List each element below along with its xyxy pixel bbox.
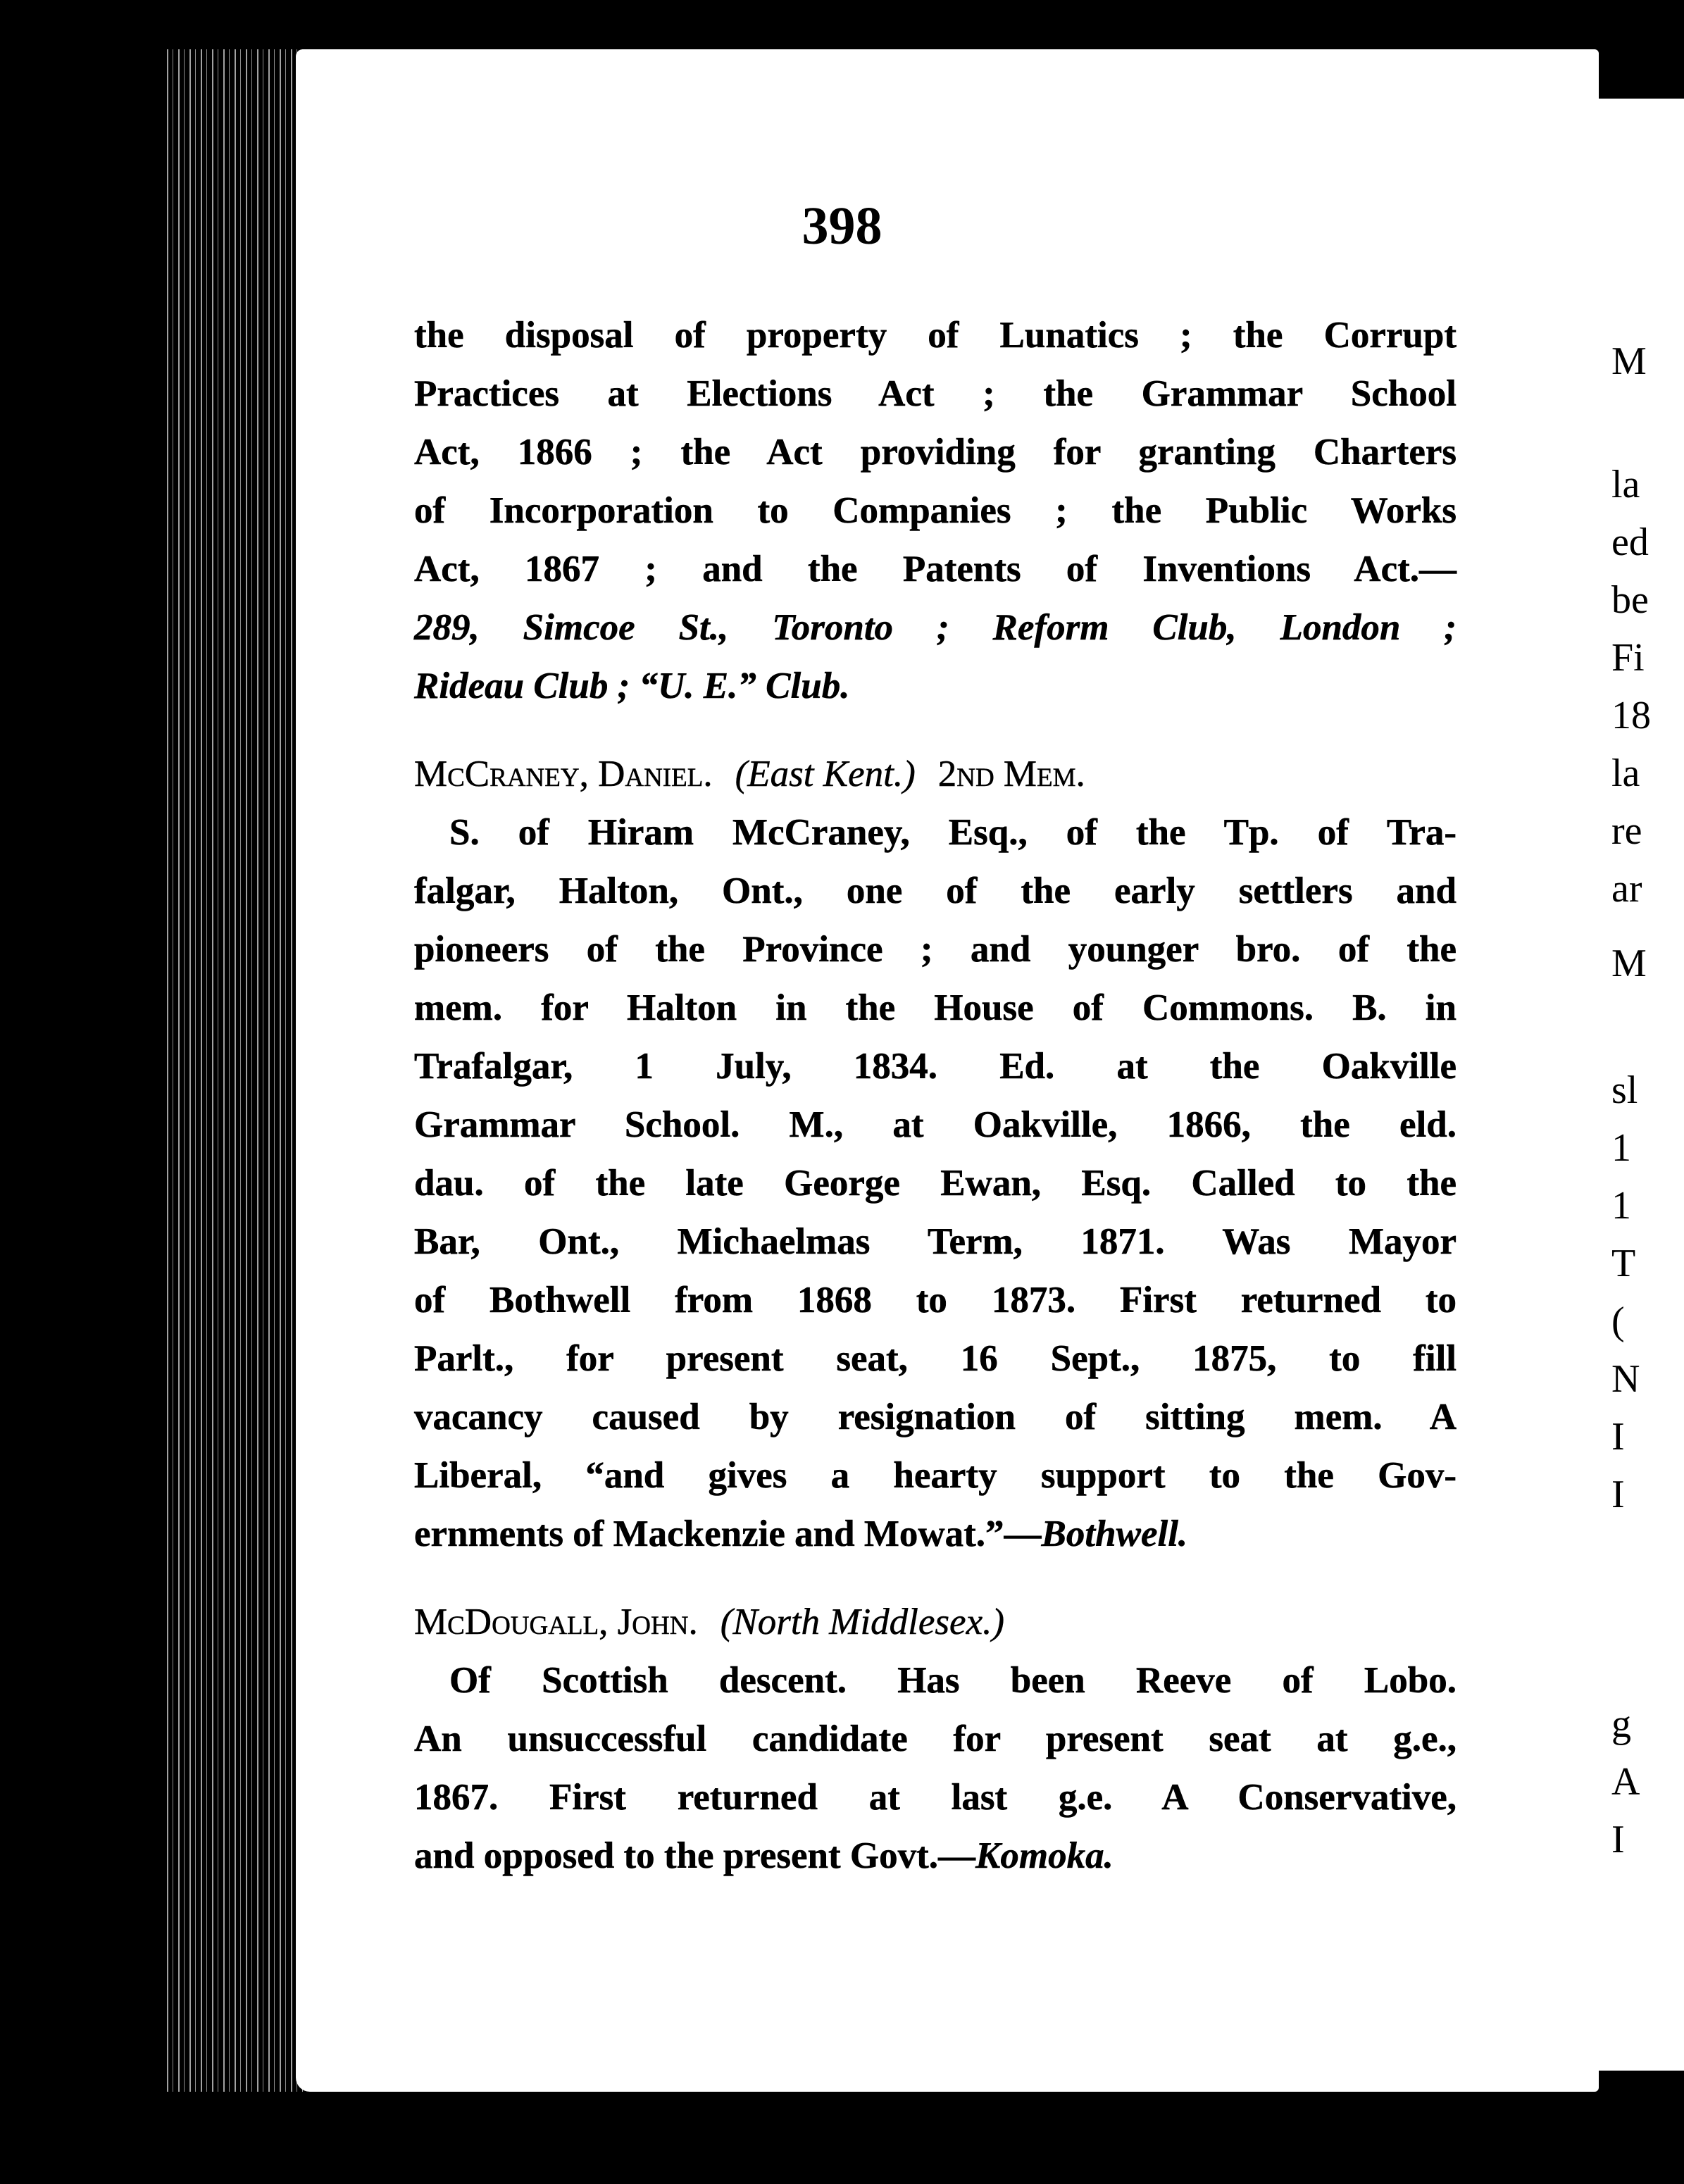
text-line: Practices at Elections Act ; the Grammar School xyxy=(414,373,1457,414)
facing-fragment: la xyxy=(1611,463,1640,506)
text-line: S. of Hiram McCraney, Esq., of the Tp. of Tra- xyxy=(449,812,1457,853)
entry-name: McDougall, John. xyxy=(414,1602,698,1642)
text-line xyxy=(414,1505,1457,1564)
facing-fragment: T xyxy=(1611,1242,1636,1285)
text-line: Act, 1867 ; and the Patents of Inventions Act.— xyxy=(414,549,1457,589)
book-spine-edge xyxy=(162,49,303,2092)
text-line: mem. for Halton in the House of Commons. B. in xyxy=(414,987,1457,1028)
entry-note: 2nd Mem. xyxy=(937,754,1085,794)
text-line: Parlt., for present seat, 16 Sept., 1875, to fill xyxy=(414,1338,1457,1379)
text-line: Of Scottish descent. Has been Reeve of Lobo. xyxy=(449,1660,1457,1701)
text-line: Trafalgar, 1 July, 1834. Ed. at the Oakville xyxy=(414,1046,1457,1087)
facing-fragment: 1 xyxy=(1611,1184,1631,1228)
facing-fragment: be xyxy=(1611,578,1649,622)
facing-fragment: re xyxy=(1611,809,1642,853)
text-line: dau. of the late George Ewan, Esq. Called to the xyxy=(414,1163,1457,1204)
text-line xyxy=(414,1827,1457,1885)
continuation-paragraph xyxy=(414,306,1457,716)
facing-page-strip xyxy=(1593,99,1684,2071)
text-line: pioneers of the Province ; and younger bro. of the xyxy=(414,929,1457,970)
facing-fragment: N xyxy=(1611,1357,1640,1401)
text-line: vacancy caused by resignation of sitting mem. A xyxy=(414,1397,1457,1437)
facing-fragment: I xyxy=(1611,1818,1625,1861)
text-line: Bar, Ont., Michaelmas Term, 1871. Was Mayor xyxy=(414,1221,1457,1262)
text-line: 1867. First returned at last g.e. A Conservative, xyxy=(414,1777,1457,1818)
entry-mcdougall xyxy=(414,1593,1457,1885)
address-line: Rideau Club ; “U. E.” Club. xyxy=(414,666,850,706)
page-number: 398 xyxy=(802,196,882,256)
entry-mccraney xyxy=(414,745,1457,1564)
facing-fragment: ar xyxy=(1611,867,1642,911)
text-line: of Incorporation to Companies ; the Public Works xyxy=(414,490,1457,531)
facing-fragment: la xyxy=(1611,751,1640,795)
text-line: the disposal of property of Lunatics ; the Corrupt xyxy=(414,315,1457,356)
text-line: of Bothwell from 1868 to 1873. First returned to xyxy=(414,1280,1457,1321)
entry-heading xyxy=(414,745,1457,804)
text-line: Liberal, “and gives a hearty support to the Gov- xyxy=(414,1455,1457,1496)
facing-fragment: sl xyxy=(1611,1068,1638,1112)
entry-residence: Bothwell. xyxy=(1041,1514,1188,1554)
text-line-body: and opposed to the present Govt.— xyxy=(414,1835,976,1876)
facing-fragment: M xyxy=(1611,339,1647,383)
text-line: Grammar School. M., at Oakville, 1866, the eld. xyxy=(414,1104,1457,1145)
entry-heading xyxy=(414,1593,1457,1652)
text-line-body: ernments of Mackenzie and Mowat.”— xyxy=(414,1514,1042,1554)
entry-residence: Komoka. xyxy=(975,1835,1114,1876)
facing-fragment: g xyxy=(1611,1702,1631,1746)
facing-fragment: M xyxy=(1611,942,1647,985)
address-line: 289, Simcoe St., Toronto ; Reform Club, London ; xyxy=(414,607,1457,648)
facing-fragment: 1 xyxy=(1611,1126,1631,1170)
text-line: falgar, Halton, Ont., one of the early settlers and xyxy=(414,871,1457,911)
page-text xyxy=(414,306,1457,1885)
text-line: An unsuccessful candidate for present seat at g.e., xyxy=(414,1718,1457,1759)
entry-name: McCraney, Daniel. xyxy=(414,754,713,794)
facing-fragment: Fi xyxy=(1611,636,1645,680)
facing-fragment: I xyxy=(1611,1473,1625,1516)
facing-fragment: ( xyxy=(1611,1299,1625,1343)
facing-fragment: I xyxy=(1611,1415,1625,1459)
facing-fragment: 18 xyxy=(1611,694,1651,737)
entry-riding: (East Kent.) xyxy=(735,754,916,794)
entry-riding: (North Middlesex.) xyxy=(720,1602,1004,1642)
facing-fragment: ed xyxy=(1611,520,1649,564)
text-line: Act, 1866 ; the Act providing for granting Charters xyxy=(414,432,1457,473)
facing-fragment: A xyxy=(1611,1760,1640,1804)
